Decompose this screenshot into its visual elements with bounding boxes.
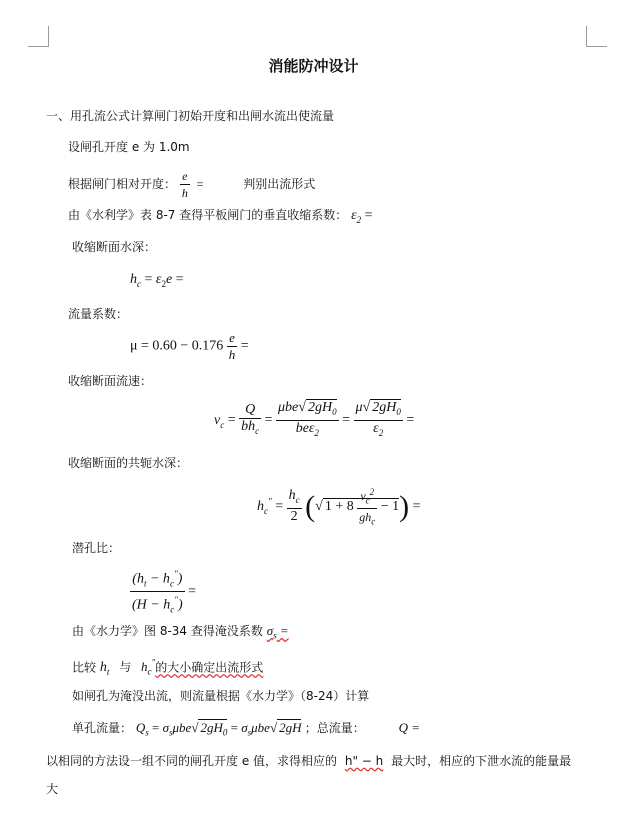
contraction-velocity-label: 收缩断面流速： [68,374,153,388]
page-corner-mark-top-left [28,26,49,47]
section-heading-1: 一、用孔流公式计算闸门初始开度和出闸水流出使流量 [46,109,335,123]
discharge-line [72,720,420,741]
epsilon2-symbol: $\varepsilon_2$ = [351,208,373,225]
formula-flow-coefficient: μ = 0.60 − 0.176 $\frac{e}{h}$ = [130,330,249,362]
contraction-depth-label: 收缩断面水深： [72,240,157,254]
relative-opening-line: 根据闸门相对开度： $\frac{e}{h}$ = 判别出流形式 [68,169,316,200]
submerged-orifice-ratio-label: 潜孔比： [72,541,121,555]
drown-coef-line [72,623,289,644]
formula-submerge-ratio: $\frac{(h_t - h_c'')}{(H - h_c'')}$ = [130,566,196,618]
flow-coefficient-label: 流量系数： [68,307,129,321]
formula-single-discharge: $Q_s = \sigma_s\mu be√$ $2gH_0 = \sigma_s\mu be√$ 2gH [135,720,302,738]
final-paragraph-line-2: 大 [46,782,59,796]
final-paragraph-line-1 [46,753,571,769]
conjugate-depth-difference: h" − h [344,754,384,768]
and-label: 与 [119,660,132,675]
compare-label: 比较 [72,660,97,675]
contraction-coef-label: 由《水利学》表 8-7 查得平板闸门的垂直收缩系数： [68,208,348,222]
formula-total-discharge: Q = [398,720,420,735]
page-corner-mark-top-right [586,26,607,47]
formula-contraction-depth: $h_c = \varepsilon_2e$ = [130,272,184,289]
final-text-part-1: 以相同的方法设一组不同的闸孔开度 e 值，求得相应的 [46,754,338,768]
e-over-h-fraction: $\frac{e}{h}$ [181,169,188,200]
gate-opening-line: 设闸孔开度 e 为 1.0m [68,140,190,154]
compare-line: 比较 $h_t$ 与 $h_c''$的大小确定出流形式 [72,658,264,678]
formula-conjugate-depth: $h_c''$ = $\frac{h_c}{2}$ (√ 1 + 8 $\frac{v_c^2}{gh_c}$ − 1) = [257,484,421,530]
relative-opening-label: 根据闸门相对开度： [68,177,177,191]
judge-flow-type-label: 判别出流形式 [243,177,316,191]
conjugate-depth-label: 收缩断面的共轭水深： [68,456,189,470]
single-orifice-discharge-label: 单孔流量： [72,721,133,735]
final-text-part-2: 最大时，相应的下泄水流的能量最 [391,754,572,768]
contraction-coef-line [68,207,373,228]
total-discharge-label: ；总流量： [304,721,365,735]
drown-coef-label: 由《水力学》图 8-34 查得淹没系数 [72,624,263,638]
mu-expression: μ = 0.60 − 0.176 [130,338,224,354]
formula-contraction-velocity: $v_c$ = $\frac{Q}{bh_c}$ = $\frac{\mu be√ 2gH_0}{be\varepsilon_2}$ = $\frac{\mu√ 2gH_0}{\varepsilon_2}$ = [214,400,415,438]
sigma-s-symbol: $\sigma_s$ = [266,623,289,641]
drowned-flow-line: 如闸孔为淹没出流，则流量根据《水力学》（8-24）计算 [72,689,370,703]
determine-flow-type-label: 的大小确定出流形式 [155,660,264,675]
document-title: 消能防冲设计 [268,57,359,75]
